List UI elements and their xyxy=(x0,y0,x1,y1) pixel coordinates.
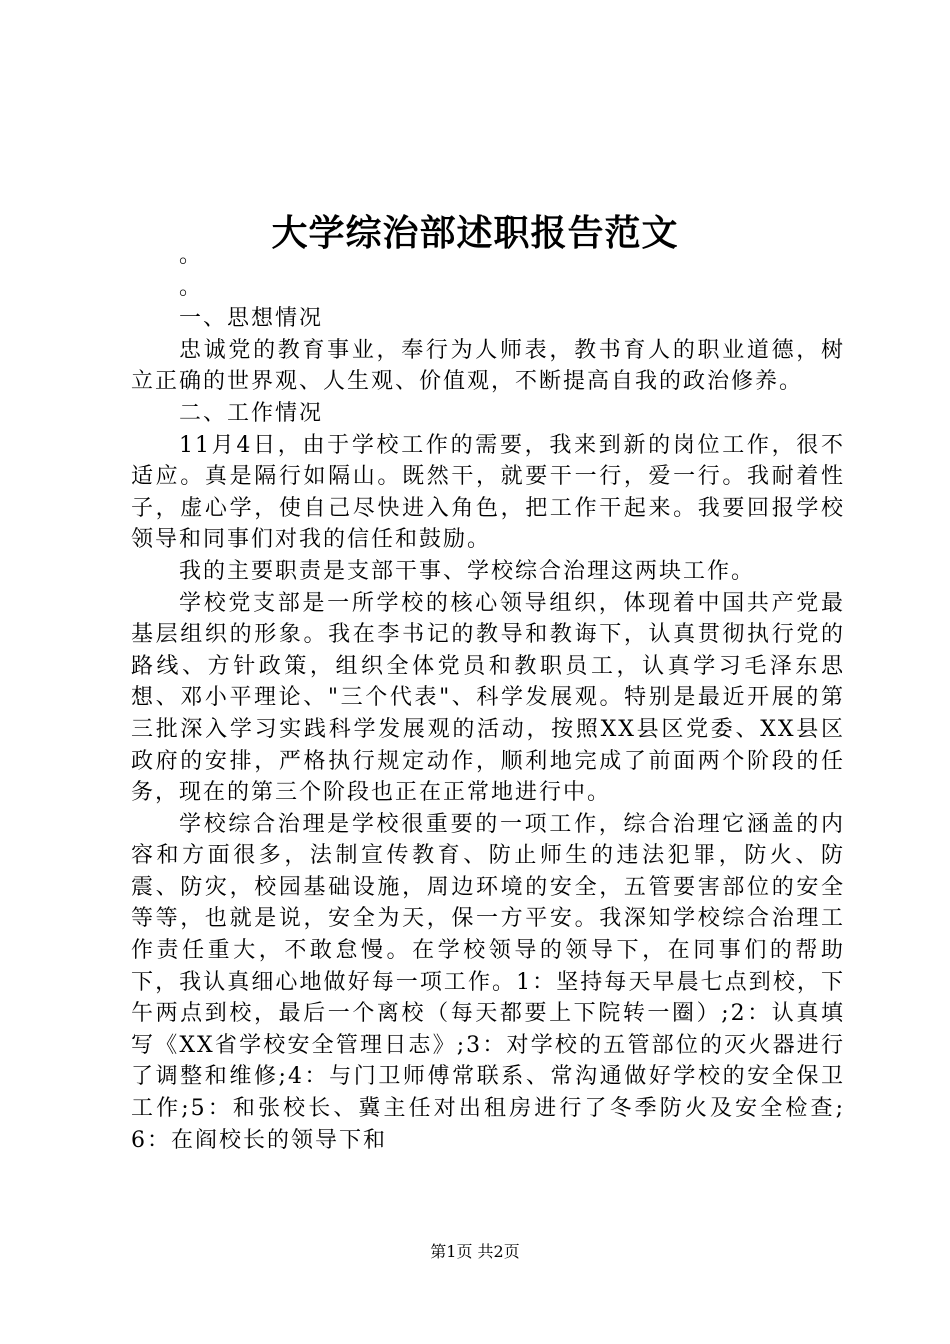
paragraph: 忠诚党的教育事业，奉行为人师表，教书育人的职业道德，树立正确的世界观、人生观、价值观，不断提高自我的政治修养。 xyxy=(131,337,845,395)
document-body xyxy=(131,240,845,1156)
section-heading: 一、思想情况 xyxy=(179,306,324,332)
paragraph: 。 xyxy=(179,243,204,268)
paragraph: 。 xyxy=(179,274,204,300)
paragraph: 我的主要职责是支部干事、学校综合治理这两块工作。 xyxy=(179,558,756,584)
paragraph: 11月4日，由于学校工作的需要，我来到新的岗位工作，很不适应。真是隔行如隔山。既然干，就要干一行，爱一行。我耐着性子，虚心学，使自己尽快进入角色，把工作干起来。我要回报学校领导和同事们对我的信任和鼓励。 xyxy=(131,432,845,553)
page-footer: 第1页 共2页 xyxy=(430,1242,520,1261)
document-title: 大学综治部述职报告范文 xyxy=(271,212,679,255)
section-heading: 二、工作情况 xyxy=(179,400,324,426)
paragraph: 学校党支部是一所学校的核心领导组织，体现着中国共产党最基层组织的形象。我在李书记的教导和教诲下，认真贯彻执行党的路线、方针政策，组织全体党员和教职员工，认真学习毛泽东思想、邓小平理论、"三个代表"、科学发展观。特别是最近开展的第三批深入学习实践科学发展观的活动，按照XX县区党委、XX县区政府的安排，严格执行规定动作，顺利地完成了前面两个阶段的任务，现在的第三个阶段也正在正常地进行中。 xyxy=(131,590,845,806)
paragraph: 学校综合治理是学校很重要的一项工作，综合治理它涵盖的内容和方面很多，法制宣传教育、防止师生的违法犯罪，防火、防震、防灾，校园基础设施，周边环境的安全，五管要害部位的安全等等，也就是说，安全为天，保一方平安。我深知学校综合治理工作责任重大，不敢怠慢。在学校领导的领导下，在同事们的帮助下，我认真细心地做好每一项工作。1：坚持每天早晨七点到校，下午两点到校，最后一个离校（每天都要上下院转一圈）;2：认真填写《XX省学校安全管理日志》;3：对学校的五管部位的灭火器进行了调整和维修;4：与门卫师傅常联系、常沟通做好学校的安全保卫工作;5：和张校长、冀主任对出租房进行了冬季防火及安全检查;6：在阎校长的领导下和 xyxy=(131,811,845,1153)
